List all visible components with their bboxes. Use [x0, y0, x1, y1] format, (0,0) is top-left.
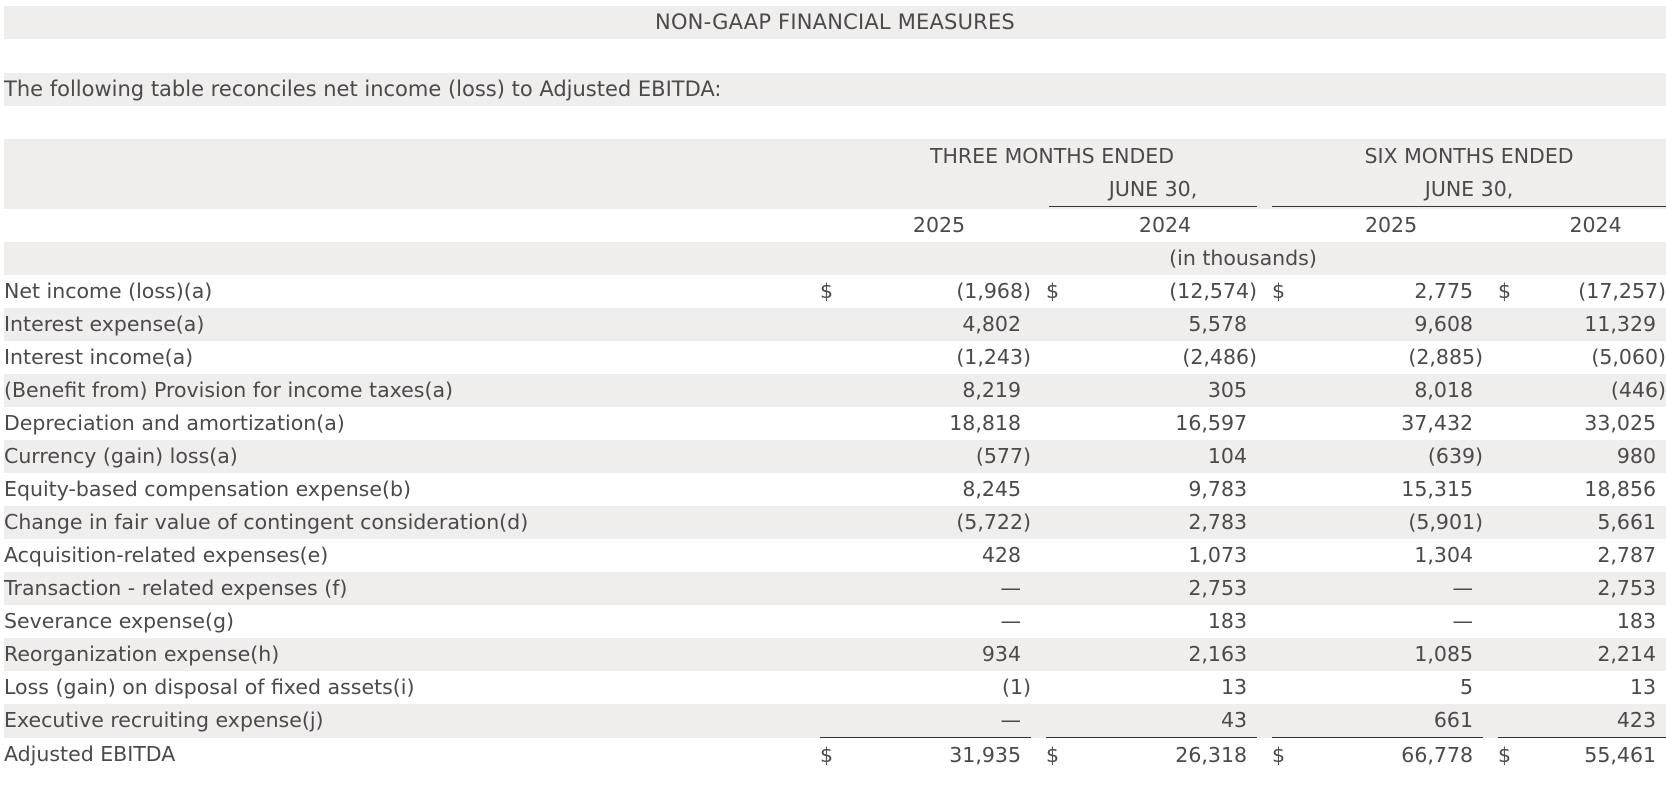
year-col-3: 2025: [1364, 213, 1418, 237]
cell-number: 15,315: [1401, 477, 1474, 501]
cell-number: 33,025: [1584, 411, 1657, 435]
cell-number: (2,486): [1182, 345, 1258, 369]
cell-value: [1299, 275, 1483, 308]
cell-value: [1073, 374, 1257, 407]
table-row: [4, 407, 1666, 440]
header-row-years: [4, 209, 1666, 242]
currency-blank: [1498, 440, 1525, 473]
row-label: Depreciation and amortization(a): [4, 411, 345, 435]
column-gap: [1483, 738, 1498, 773]
cell-value: [1525, 638, 1666, 671]
reconciliation-table: [4, 139, 1666, 772]
column-gap: [1483, 704, 1498, 738]
cell-value: [847, 539, 1031, 572]
cell-value: [1299, 671, 1483, 704]
cell-number: 2,214: [1597, 642, 1657, 666]
row-label: Interest income(a): [4, 345, 194, 369]
column-gap: [1031, 738, 1046, 773]
row-label: Loss (gain) on disposal of fixed assets(i): [4, 675, 415, 699]
currency-blank: [1272, 440, 1299, 473]
table-row: [4, 539, 1666, 572]
currency-blank: [1498, 572, 1525, 605]
column-gap: [1257, 341, 1272, 374]
units-label: (in thousands): [820, 242, 1666, 275]
cell-number: 16,597: [1175, 411, 1248, 435]
cell-value: [1073, 638, 1257, 671]
header-three-months: [847, 139, 1257, 209]
cell-value: [1299, 638, 1483, 671]
header-six-months-line2: JUNE 30,: [1272, 173, 1666, 207]
row-label: Reorganization expense(h): [4, 638, 820, 671]
table-row: [4, 704, 1666, 738]
cell-value: [1073, 473, 1257, 506]
cell-value: [1073, 671, 1257, 704]
currency-blank: [1272, 704, 1299, 738]
cell-value: [847, 440, 1031, 473]
cell-value: [1073, 572, 1257, 605]
currency-blank: [820, 308, 847, 341]
cell-number: —: [1452, 609, 1474, 633]
column-gap: [1257, 704, 1272, 738]
cell-number: 55,461: [1584, 742, 1657, 767]
column-gap: [1031, 704, 1046, 738]
currency-blank: [1498, 638, 1525, 671]
column-gap: [1483, 572, 1498, 605]
cell-value: [1299, 605, 1483, 638]
currency-blank: [1272, 407, 1299, 440]
cell-number: 5: [1459, 675, 1474, 699]
row-label: Currency (gain) loss(a): [4, 440, 820, 473]
table-row: [4, 638, 1666, 671]
cell-number: 18,818: [949, 411, 1021, 435]
currency-blank: [1046, 374, 1073, 407]
cell-number: 2,783: [1188, 510, 1248, 534]
currency-blank: [1498, 473, 1525, 506]
currency-symbol: $: [1272, 279, 1286, 303]
row-label: Acquisition-related expenses(e): [4, 543, 329, 567]
cell-number: 43: [1220, 708, 1248, 732]
header-blank: [1257, 139, 1272, 209]
column-gap: [1257, 605, 1272, 638]
row-label: Equity-based compensation expense(b): [4, 477, 411, 501]
column-gap: [1031, 473, 1046, 506]
currency-blank: [820, 407, 847, 440]
currency-blank: [1272, 539, 1299, 572]
cell-number: 183: [1616, 609, 1657, 633]
cell-number: 104: [1207, 444, 1248, 468]
cell-number: 4,802: [962, 312, 1021, 336]
cell-value: [1073, 308, 1257, 341]
cell-number: 2,787: [1597, 543, 1657, 567]
header-three-months-line1: THREE MONTHS ENDED: [929, 144, 1175, 168]
currency-blank: [820, 440, 847, 473]
column-gap: [1257, 407, 1272, 440]
currency-blank: [820, 374, 847, 407]
cell-value: [1525, 539, 1666, 572]
cell-value: [847, 738, 1031, 773]
cell-number: —: [1000, 708, 1021, 732]
currency-symbol: $: [1046, 279, 1060, 303]
column-gap: [1257, 440, 1272, 473]
column-gap: [1483, 440, 1498, 473]
row-label: Transaction - related expenses (f): [4, 572, 820, 605]
currency-blank: [1272, 374, 1299, 407]
column-gap: [1257, 506, 1272, 539]
cell-number: (2,885): [1408, 345, 1484, 369]
cell-number: (5,060): [1591, 345, 1666, 369]
column-gap: [1257, 374, 1272, 407]
cell-value: [1073, 275, 1257, 308]
cell-number: 11,329: [1584, 312, 1657, 336]
currency-blank: [820, 671, 847, 704]
currency-blank: [1272, 638, 1299, 671]
currency-blank: [1272, 671, 1299, 704]
currency-blank: [1498, 407, 1525, 440]
currency-blank: [1046, 572, 1073, 605]
header-blank: [820, 139, 847, 209]
column-gap: [1031, 638, 1046, 671]
total-row: [4, 738, 1666, 773]
cell-value: [1299, 341, 1483, 374]
currency-blank: [1498, 704, 1525, 738]
cell-number: 661: [1433, 708, 1474, 732]
cell-number: 8,219: [962, 378, 1021, 402]
table-row: [4, 572, 1666, 605]
currency-blank: [1046, 341, 1073, 374]
currency-blank: [820, 572, 847, 605]
cell-value: [1525, 572, 1666, 605]
currency-symbol: $: [1498, 279, 1512, 303]
cell-value: [1525, 407, 1666, 440]
currency-blank: [820, 704, 847, 738]
column-gap: [1483, 341, 1498, 374]
currency-blank: [1046, 671, 1073, 704]
cell-number: (5,722): [956, 510, 1031, 534]
column-gap: [1483, 671, 1498, 704]
cell-number: 2,753: [1597, 576, 1657, 600]
cell-value: [1525, 473, 1666, 506]
column-gap: [1257, 275, 1272, 308]
cell-value: [1525, 440, 1666, 473]
cell-value: [1525, 738, 1666, 773]
currency-blank: [820, 473, 847, 506]
column-gap: [1031, 407, 1046, 440]
cell-value: [1525, 506, 1666, 539]
cell-number: (5,901): [1408, 510, 1484, 534]
column-gap: [1031, 341, 1046, 374]
header-six-months: [1272, 139, 1666, 209]
currency-blank: [1046, 407, 1073, 440]
cell-value: [847, 341, 1031, 374]
cell-value: [847, 638, 1031, 671]
cell-number: 13: [1220, 675, 1248, 699]
currency-blank: [1498, 374, 1525, 407]
column-gap: [1257, 572, 1272, 605]
currency-blank: [1498, 539, 1525, 572]
column-gap: [1257, 738, 1272, 773]
currency-blank: [1046, 473, 1073, 506]
cell-value: [1525, 308, 1666, 341]
column-gap: [1483, 275, 1498, 308]
cell-value: [1073, 539, 1257, 572]
cell-number: (577): [975, 444, 1031, 468]
cell-number: —: [1000, 609, 1021, 633]
cell-value: [847, 374, 1031, 407]
column-gap: [1031, 572, 1046, 605]
cell-number: 934: [981, 642, 1021, 666]
currency-blank: [1046, 638, 1073, 671]
cell-value: [847, 275, 1031, 308]
cell-value: [1299, 308, 1483, 341]
row-label: (Benefit from) Provision for income taxes(a): [4, 374, 820, 407]
cell-value: [1073, 605, 1257, 638]
cell-number: (1,243): [956, 345, 1031, 369]
cell-number: —: [1000, 576, 1021, 600]
cell-number: 1,073: [1188, 543, 1248, 567]
column-gap: [1483, 308, 1498, 341]
cell-number: 18,856: [1584, 477, 1657, 501]
cell-number: 1,085: [1414, 642, 1474, 666]
cell-value: [1299, 506, 1483, 539]
intro-text: The following table reconciles net income (loss) to Adjusted EBITDA:: [4, 73, 1666, 106]
cell-value: [1073, 341, 1257, 374]
cell-number: 428: [981, 543, 1021, 567]
table-row: [4, 440, 1666, 473]
cell-value: [847, 605, 1031, 638]
cell-number: 26,318: [1175, 742, 1248, 767]
cell-value: [1525, 605, 1666, 638]
column-gap: [1031, 671, 1046, 704]
cell-number: 980: [1616, 444, 1657, 468]
cell-value: [1299, 473, 1483, 506]
currency-blank: [1272, 473, 1299, 506]
cell-number: (17,257): [1578, 279, 1666, 303]
cell-value: [1073, 407, 1257, 440]
currency-blank: [1272, 605, 1299, 638]
cell-value: [1073, 704, 1257, 738]
cell-value: [1525, 374, 1666, 407]
cell-number: 423: [1616, 708, 1657, 732]
column-gap: [1031, 539, 1046, 572]
cell-number: 9,608: [1414, 312, 1474, 336]
column-gap: [1257, 473, 1272, 506]
currency-blank: [1498, 605, 1525, 638]
currency-blank: [1046, 308, 1073, 341]
currency-blank: [1046, 704, 1073, 738]
cell-number: 8,245: [962, 477, 1021, 501]
table-row: [4, 374, 1666, 407]
column-gap: [1257, 539, 1272, 572]
currency-blank: [820, 539, 847, 572]
cell-number: 13: [1629, 675, 1657, 699]
column-gap: [1483, 374, 1498, 407]
row-label: Adjusted EBITDA: [4, 742, 176, 767]
column-gap: [1483, 473, 1498, 506]
table-row: [4, 275, 1666, 308]
cell-number: 2,775: [1414, 279, 1474, 303]
table-row: [4, 671, 1666, 704]
cell-value: [1525, 671, 1666, 704]
column-gap: [1483, 638, 1498, 671]
cell-number: (12,574): [1169, 279, 1258, 303]
cell-value: [1299, 440, 1483, 473]
cell-value: [847, 506, 1031, 539]
column-gap: [1483, 407, 1498, 440]
row-label: Interest expense(a): [4, 308, 820, 341]
cell-number: 2,163: [1188, 642, 1248, 666]
column-gap: [1483, 506, 1498, 539]
header-blank: [4, 139, 820, 209]
cell-number: 5,578: [1188, 312, 1248, 336]
cell-number: 5,661: [1597, 510, 1657, 534]
cell-value: [847, 572, 1031, 605]
cell-value: [1525, 704, 1666, 738]
header-row-periods: [4, 139, 1666, 209]
cell-number: (446): [1610, 378, 1666, 402]
header-row-units: [4, 242, 1666, 275]
cell-value: [847, 704, 1031, 738]
currency-blank: [1498, 671, 1525, 704]
currency-blank: [820, 638, 847, 671]
cell-value: [1299, 738, 1483, 773]
cell-number: (1,968): [956, 279, 1031, 303]
currency-blank: [820, 605, 847, 638]
cell-number: (1): [1001, 675, 1031, 699]
currency-symbol: $: [1498, 738, 1525, 773]
cell-number: 66,778: [1401, 742, 1474, 767]
cell-value: [847, 308, 1031, 341]
cell-number: (639): [1427, 444, 1484, 468]
currency-blank: [1498, 341, 1525, 374]
cell-number: 9,783: [1188, 477, 1248, 501]
column-gap: [1031, 605, 1046, 638]
currency-blank: [1498, 308, 1525, 341]
cell-number: 2,753: [1188, 576, 1248, 600]
header-six-months-line1: SIX MONTHS ENDED: [1364, 144, 1574, 168]
column-gap: [1257, 638, 1272, 671]
column-gap: [1257, 671, 1272, 704]
table-row: [4, 605, 1666, 638]
cell-value: [1299, 572, 1483, 605]
row-label: Change in fair value of contingent consideration(d): [4, 506, 820, 539]
column-gap: [1031, 440, 1046, 473]
cell-value: [847, 671, 1031, 704]
cell-number: 8,018: [1414, 378, 1474, 402]
column-gap: [1031, 506, 1046, 539]
cell-number: 1,304: [1414, 543, 1474, 567]
currency-blank: [820, 341, 847, 374]
page-title: NON-GAAP FINANCIAL MEASURES: [4, 6, 1666, 39]
cell-value: [1299, 539, 1483, 572]
row-label: Net income (loss)(a): [4, 279, 213, 303]
column-gap: [1031, 374, 1046, 407]
cell-value: [1299, 374, 1483, 407]
column-gap: [1257, 308, 1272, 341]
cell-number: 183: [1207, 609, 1248, 633]
cell-value: [1525, 341, 1666, 374]
currency-symbol: $: [820, 279, 834, 303]
currency-blank: [1046, 605, 1073, 638]
cell-value: [1299, 407, 1483, 440]
header-three-months-line2: JUNE 30,: [1049, 173, 1257, 207]
currency-blank: [820, 506, 847, 539]
currency-blank: [1046, 506, 1073, 539]
table-row: [4, 341, 1666, 374]
cell-number: —: [1452, 576, 1474, 600]
currency-blank: [1498, 506, 1525, 539]
year-col-1: 2025: [912, 213, 966, 237]
currency-symbol: $: [1046, 738, 1073, 773]
row-label: Severance expense(g): [4, 609, 235, 633]
table-row: [4, 506, 1666, 539]
currency-symbol: $: [820, 738, 847, 773]
column-gap: [1031, 275, 1046, 308]
cell-value: [847, 407, 1031, 440]
cell-value: [1299, 704, 1483, 738]
currency-symbol: $: [1272, 738, 1299, 773]
cell-number: 37,432: [1401, 411, 1474, 435]
currency-blank: [1272, 572, 1299, 605]
row-label: Executive recruiting expense(j): [4, 704, 820, 738]
cell-value: [1073, 440, 1257, 473]
column-gap: [1483, 605, 1498, 638]
year-col-2: 2024: [1138, 213, 1192, 237]
cell-number: 305: [1207, 378, 1248, 402]
table-row: [4, 473, 1666, 506]
cell-value: [1073, 738, 1257, 773]
currency-blank: [1272, 341, 1299, 374]
currency-blank: [1046, 440, 1073, 473]
table-row: [4, 308, 1666, 341]
currency-blank: [1272, 308, 1299, 341]
currency-blank: [1046, 539, 1073, 572]
cell-value: [1525, 275, 1666, 308]
column-gap: [1031, 308, 1046, 341]
column-gap: [1483, 539, 1498, 572]
year-col-4: 2024: [1569, 213, 1622, 237]
cell-value: [847, 473, 1031, 506]
currency-blank: [1272, 506, 1299, 539]
cell-value: [1073, 506, 1257, 539]
cell-number: 31,935: [949, 742, 1021, 767]
